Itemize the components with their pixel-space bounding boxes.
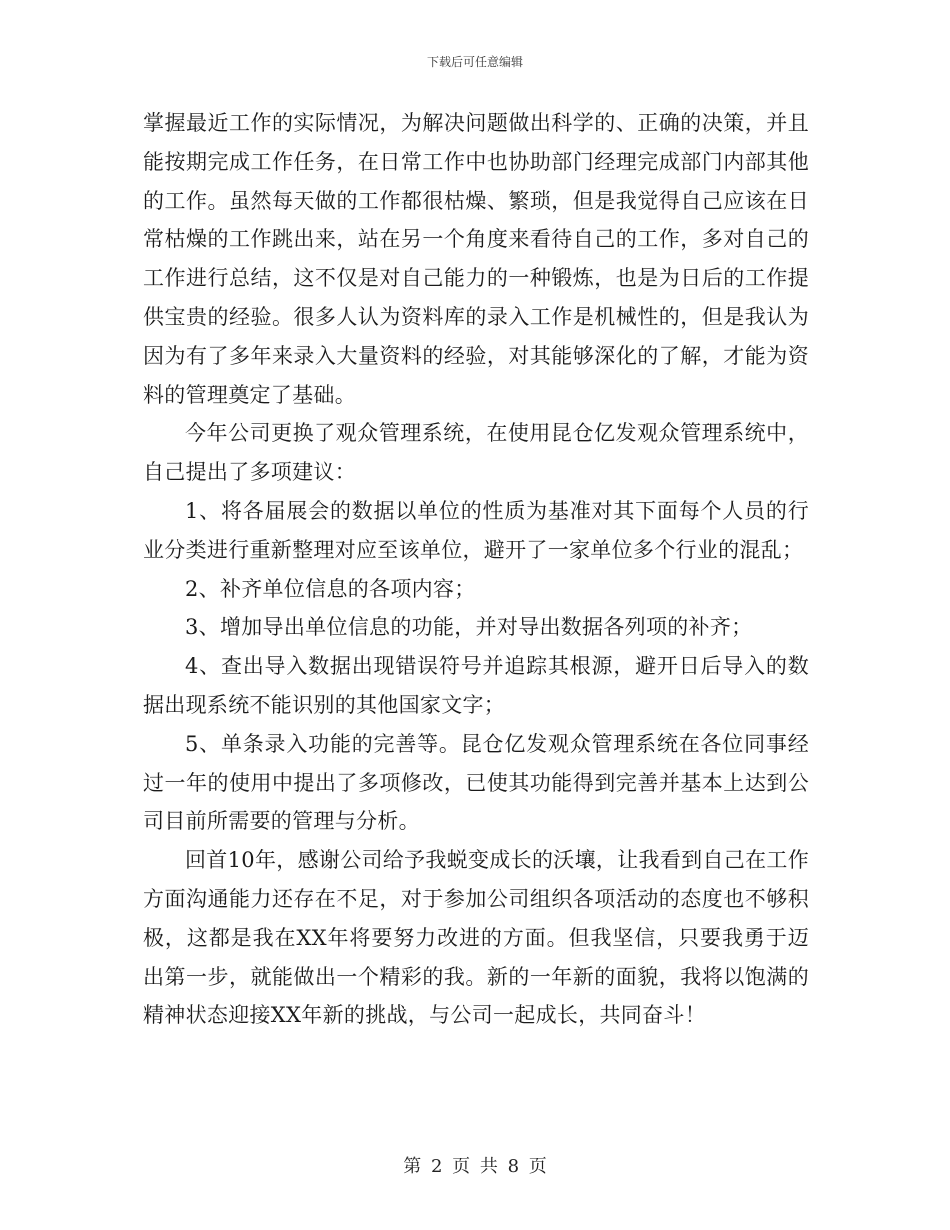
- body-paragraph: 掌握最近工作的实际情况，为解决问题做出科学的、正确的决策，并且能按期完成工作任务，在日常工作中也协助部门经理完成部门内部其他的工作。虽然每天做的工作都很枯燥、繁琐，但是我觉得自己应该在日常枯燥的工作跳出来，站在另一个角度来看待自己的工作，多对自己的工作进行总结，这不仅是对自己能力的一种锻炼，也是为日后的工作提供宝贵的经验。很多人认为资料库的录入工作是机械性的，但是我认为因为有了多年来录入大量资料的经验，对其能够深化的了解，才能为资料的管理奠定了基础。: [143, 111, 809, 407]
- list-item: 4、查出导入数据出现错误符号并追踪其根源，避开日后导入的数据出现系统不能识别的其他国家文字；: [143, 654, 809, 717]
- document-body: [143, 104, 809, 1035]
- list-item: 3、增加导出单位信息的功能，并对导出数据各列项的补齐；: [185, 615, 753, 640]
- page-number: 第 2 页 共 8 页: [403, 1156, 547, 1177]
- list-item: 5、单条录入功能的完善等。昆仓亿发观众管理系统在各位同事经过一年的使用中提出了多项修改，已使其功能得到完善并基本上达到公司目前所需要的管理与分析。: [143, 731, 809, 834]
- list-item: 1、将各届展会的数据以单位的性质为基准对其下面每个人员的行业分类进行重新整理对应至该单位，避开了一家单位多个行业的混乱；: [143, 498, 809, 562]
- page-header-note: 下载后可任意编辑: [426, 55, 523, 69]
- body-paragraph: 今年公司更换了观众管理系统，在使用昆仓亿发观众管理系统中，自己提出了多项建议：: [143, 421, 809, 485]
- list-item: 2、补齐单位信息的各项内容；: [185, 576, 476, 601]
- body-paragraph: 回首10年，感谢公司给予我蜕变成长的沃壤，让我看到自己在工作方面沟通能力还存在不足，对于参加公司组织各项活动的态度也不够积极，这都是我在XX年将要努力改进的方面。但我坚信，只要我勇于迈出第一步，就能做出一个精彩的我。新的一年新的面貌，我将以饱满的精神状态迎接XX年新的挑战，与公司一起成长，共同奋斗！: [143, 848, 809, 1028]
